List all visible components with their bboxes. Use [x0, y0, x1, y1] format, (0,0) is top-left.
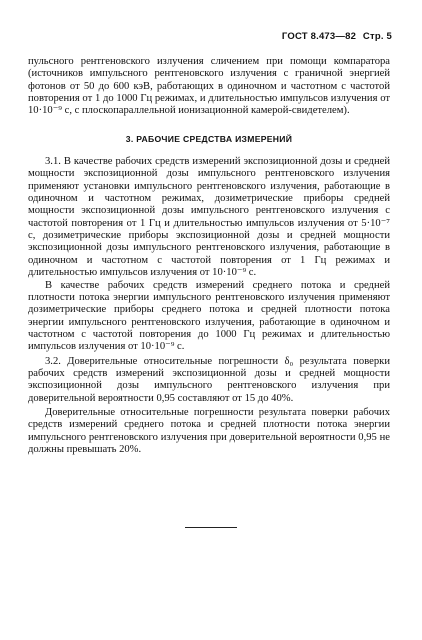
section-title: 3. РАБОЧИЕ СРЕДСТВА ИЗМЕРЕНИЙ	[125, 133, 293, 144]
paragraph-3-1-continued: В качестве рабочих средств измерений среднего потока и средней плотности потока энергии импульсного рентгеновского излучения применяют дозиметрические приборы среднего потока и средней плотности потока энергии импульсного рентгеновского излучения, работающие в одиночном и частотном с частотой повторения до 1000 Гц режимах и длительностью импульсов излучения от 10·10⁻⁹ с.	[28, 279, 390, 353]
standard-number: ГОСТ 8.473—82	[281, 31, 357, 42]
intro-paragraph: пульсного рентгеновского излучения сличением при помощи компаратора (источников импульсного рентгеновского излучения с граничной энергией фотонов от 50 до 600 кэВ, работающих в одиночном и частотном с частотой повторения от 1 до 1000 Гц режимах, и длительностью импульсов излучения от 10·10⁻⁹ с, с плоскопараллельной ионизационной камерой-свидетелем).	[28, 56, 390, 117]
paragraph-3-1: 3.1. В качестве рабочих средств измерений экспозиционной дозы и средней мощности экспозиционной дозы импульсного рентгеновского излучения применяют установки импульсного рентгеновского излучения, работающие в одиночном и частотном режимах, дозиметрические приборы средней мощности экспозиционной дозы импульсного рентгеновского излучения с частотой повторения от 1 Гц и длительностью импульсов излучения от 5·10⁻⁷ с, дозиметрические приборы экспозиционной дозы и средней мощности экспозиционной дозы импульсного рентгеновского излучения, работающие в одиночном и частотном с частотой повторения от 1 Гц режимах и длительностью импульсов излучения от 10·10⁻⁹ с.	[28, 156, 390, 279]
paragraph-3-2-continued: Доверительные относительные погрешности результата поверки рабочих средств измерений среднего потока и средней плотности потока энергии импульсного рентгеновского излучения при доверительной вероятности 0,95 не должны превышать 20%.	[28, 406, 390, 455]
page-header	[278, 31, 392, 42]
end-divider	[185, 527, 237, 528]
paragraph-3-2: 3.2. Доверительные относительные погрешности δ₀ результата поверки рабочих средств измерений экспозиционной дозы и средней мощности экспозиционной дозы импульсного рентгеновского излучения при доверительной вероятности 0,95 составляют от 15 до 40%.	[28, 355, 390, 404]
page-number: Стр. 5	[362, 31, 392, 42]
page-body	[28, 56, 390, 456]
